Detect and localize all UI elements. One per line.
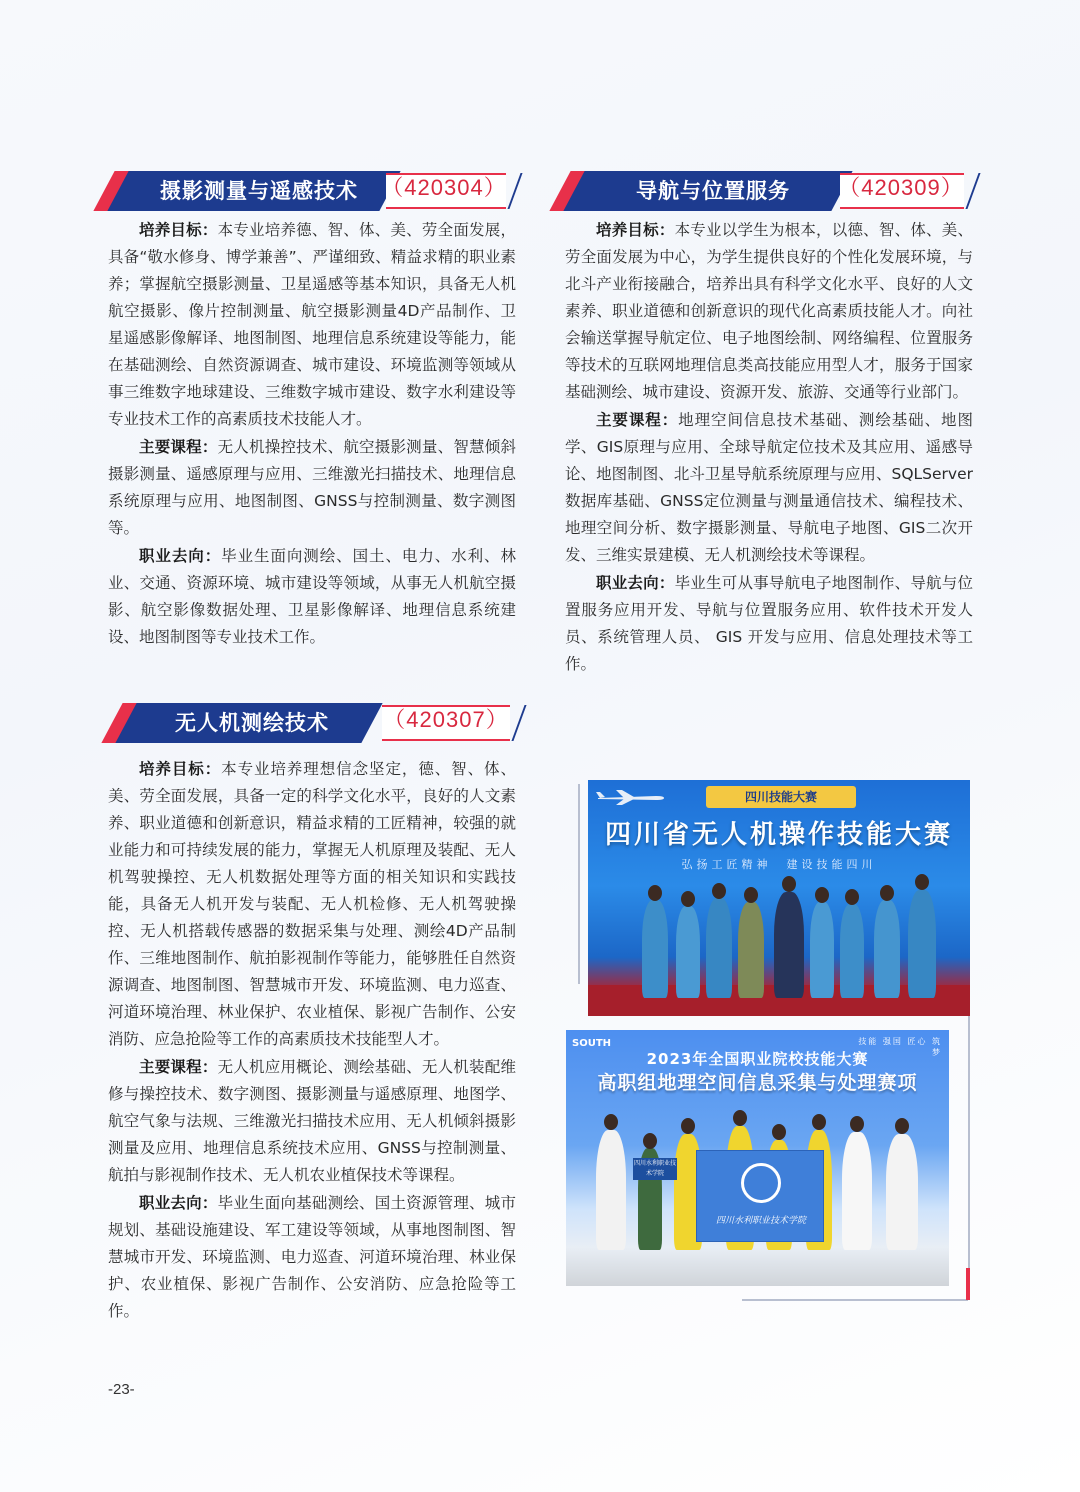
- photo-frame-line: [968, 1000, 970, 1300]
- page-number: -23-: [108, 1381, 135, 1398]
- section-code: （420304）: [381, 175, 507, 200]
- person-head: [782, 876, 796, 892]
- person: [774, 892, 804, 998]
- person-head: [648, 885, 662, 901]
- person: [840, 904, 864, 998]
- person-head: [643, 1133, 657, 1149]
- person: [676, 906, 700, 998]
- south-logo: SOUTH: [572, 1038, 612, 1049]
- person-head: [733, 1110, 747, 1126]
- goal-label: 培养目标：: [596, 221, 675, 239]
- photo-national-skills-competition: [566, 1030, 949, 1286]
- career-paragraph: [108, 543, 516, 651]
- flag-school-name: 四川水利职业技术学院: [715, 1216, 806, 1226]
- section-body-uav-surveying: [108, 756, 516, 1326]
- person: [810, 902, 834, 998]
- goal-paragraph: [108, 217, 516, 433]
- person-head: [915, 874, 929, 890]
- photo-frame-red-accent: [966, 1268, 970, 1300]
- person-head: [681, 891, 695, 907]
- section-title: 导航与位置服务: [636, 179, 790, 203]
- course-label: 主要课程：: [596, 411, 679, 429]
- person-head: [895, 1118, 909, 1134]
- section-code: （420307）: [383, 707, 509, 732]
- section-header-photogrammetry: [104, 171, 524, 211]
- airplane-icon: [596, 788, 666, 806]
- person: [642, 900, 668, 998]
- competition-title-line2: 高职组地理空间信息采集与处理赛项: [597, 1072, 918, 1094]
- person: [842, 1132, 872, 1250]
- goal-label: 培养目标：: [139, 221, 218, 239]
- person-head: [772, 1124, 786, 1140]
- photo-top-tags: 技能 强国 匠心 筑梦: [858, 1037, 942, 1057]
- person: [886, 1134, 918, 1250]
- section-title: 摄影测量与遥感技术: [160, 179, 358, 203]
- course-paragraph: [565, 407, 973, 569]
- photo-uav-skills-competition: [588, 780, 970, 1016]
- person-head: [712, 883, 726, 899]
- person-head: [812, 1114, 826, 1130]
- course-label: 主要课程：: [139, 438, 218, 456]
- goal-text: 本专业培养理想信念坚定，德、智、体、美、劳全面发展，具备一定的科学文化水平，良好的人文素养、职业道德和创新意识，精益求精的工匠精神，较强的就业能力和可持续发展的能力，掌握无人机原理及装配、无人机驾驶操控、无人机数据处理等方面的相关知识和实践技能，具备无人机开发与装配、无人机检修、无人机驾驶操控、无人机搭载传感器的数据采集与处理、测绘4D产品制作、三维地图制作、航拍影视制作等能力，能够胜任自然资源调查、地图制图、智慧城市开发、环境监测、电力巡查、河道环境治理、林业保护、农业植保、影视广告制作、公安消防、应急抢险等工作的高素质技术技能型人才。: [108, 760, 516, 1048]
- competition-title-line1: 2023年全国职业院校技能大赛: [646, 1050, 869, 1068]
- person-head: [681, 1118, 695, 1134]
- course-text: 无人机应用概论、测绘基础、无人机装配维修与操控技术、数字测图、摄影测量与遥感原理、地图学、航空气象与法规、三维激光扫描技术应用、无人机倾斜摄影测量及应用、地理信息系统技术应用、GNSS与控制测量、航拍与影视制作技术、无人机农业植保技术等课程。: [108, 1058, 516, 1184]
- school-flag: [696, 1150, 824, 1242]
- career-text: 毕业生面向测绘、国土、电力、水利、林业、交通、资源环境、城市建设等领域，从事无人机航空摄影、航空影像数据处理、卫星影像解译、地理信息系统建设、地图制图等专业技术工作。: [108, 547, 516, 646]
- person-head: [845, 889, 859, 905]
- section-header-navigation: [560, 171, 980, 211]
- person-head: [744, 887, 758, 903]
- course-text: 无人机操控技术、航空摄影测量、智慧倾斜摄影测量、遥感原理与应用、三维激光扫描技术、地理信息系统原理与应用、地图制图、GNSS与控制测量、数字测图等。: [108, 438, 516, 537]
- course-paragraph: [108, 1054, 516, 1189]
- career-label: 职业去向：: [139, 1194, 218, 1212]
- section-code: （420309）: [838, 175, 964, 200]
- goal-text: 本专业以学生为根本，以德、智、体、美、劳全面发展为中心，为学生提供良好的个性化发展环境，与北斗产业衔接融合，培养出具有科学文化水平、良好的人文素养、职业道德和创新意识的现代化高素质技能人才。向社会输送掌握导航定位、电子地图绘制、网络编程、位置服务等技术的互联网地理信息类高技能应用型人才，服务于国家基础测绘、城市建设、资源开发、旅游、交通等行业部门。: [565, 221, 973, 401]
- school-sign: 四川水利职业技术学院: [633, 1158, 677, 1180]
- person: [706, 898, 732, 998]
- competition-banner-badge: 四川技能大赛: [706, 786, 856, 808]
- career-text: 毕业生可从事导航电子地图制作、导航与位置服务应用开发、导航与位置服务应用、软件技术开发人员、系统管理人员、 GIS 开发与应用、信息处理技术等工作。: [565, 574, 973, 673]
- career-text: 毕业生面向基础测绘、国土资源管理、城市规划、基础设施建设、军工建设等领域，从事地图制图、智慧城市开发、环境监测、电力巡查、河道环境治理、林业保护、农业植保、影视广告制作、公安消防、应急抢险等工作。: [108, 1194, 516, 1320]
- career-paragraph: [565, 570, 973, 678]
- person: [738, 902, 764, 998]
- person: [596, 1130, 626, 1250]
- person: [874, 900, 900, 998]
- school-emblem-icon: [741, 1163, 781, 1203]
- photo-frame-line: [742, 1299, 968, 1301]
- goal-text: 本专业培养德、智、体、美、劳全面发展，具备“敬水修身、博学兼善”、严谨细致、精益求精的职业素养；掌握航空摄影测量、卫星遥感等基本知识，具备无人机航空摄影、像片控制测量、航空摄影测量4D产品制作、卫星遥感影像解译、地图制图、地理信息系统建设等能力，能在基础测绘、自然资源调查、城市建设、环境监测等领域从事三维数字地球建设、三维数字城市建设、数字水利建设等专业技术工作的高素质技术技能人才。: [108, 221, 516, 428]
- competition-slogan: 弘扬工匠精神 建设技能四川: [681, 858, 877, 871]
- person-head: [880, 885, 894, 901]
- person-head: [850, 1116, 864, 1132]
- competition-title: 四川省无人机操作技能大赛: [604, 820, 953, 850]
- section-title: 无人机测绘技术: [175, 711, 329, 735]
- course-label: 主要课程：: [139, 1058, 218, 1076]
- career-label: 职业去向：: [139, 547, 222, 565]
- goal-paragraph: [565, 217, 973, 406]
- career-label: 职业去向：: [596, 574, 675, 592]
- section-body-photogrammetry: [108, 217, 516, 652]
- goal-label: 培养目标：: [139, 760, 222, 778]
- course-paragraph: [108, 434, 516, 542]
- career-paragraph: [108, 1190, 516, 1325]
- section-header-uav-surveying: [112, 703, 524, 743]
- goal-paragraph: [108, 756, 516, 1053]
- person-head: [815, 887, 829, 903]
- person: [908, 890, 936, 998]
- course-text: 地理空间信息技术基础、测绘基础、地图学、GIS原理与应用、全球导航定位技术及其应用、遥感导论、地图制图、北斗卫星导航系统原理与应用、SQLServer数据库基础、GNSS定位测量与测量通信技术、编程技术、地理空间分析、数字摄影测量、导航电子地图、GIS二次开发、三维实景建模、无人机测绘技术等课程。: [565, 411, 973, 564]
- section-body-navigation: [565, 217, 973, 679]
- photo-frame-line: [578, 784, 580, 984]
- person-head: [604, 1114, 618, 1130]
